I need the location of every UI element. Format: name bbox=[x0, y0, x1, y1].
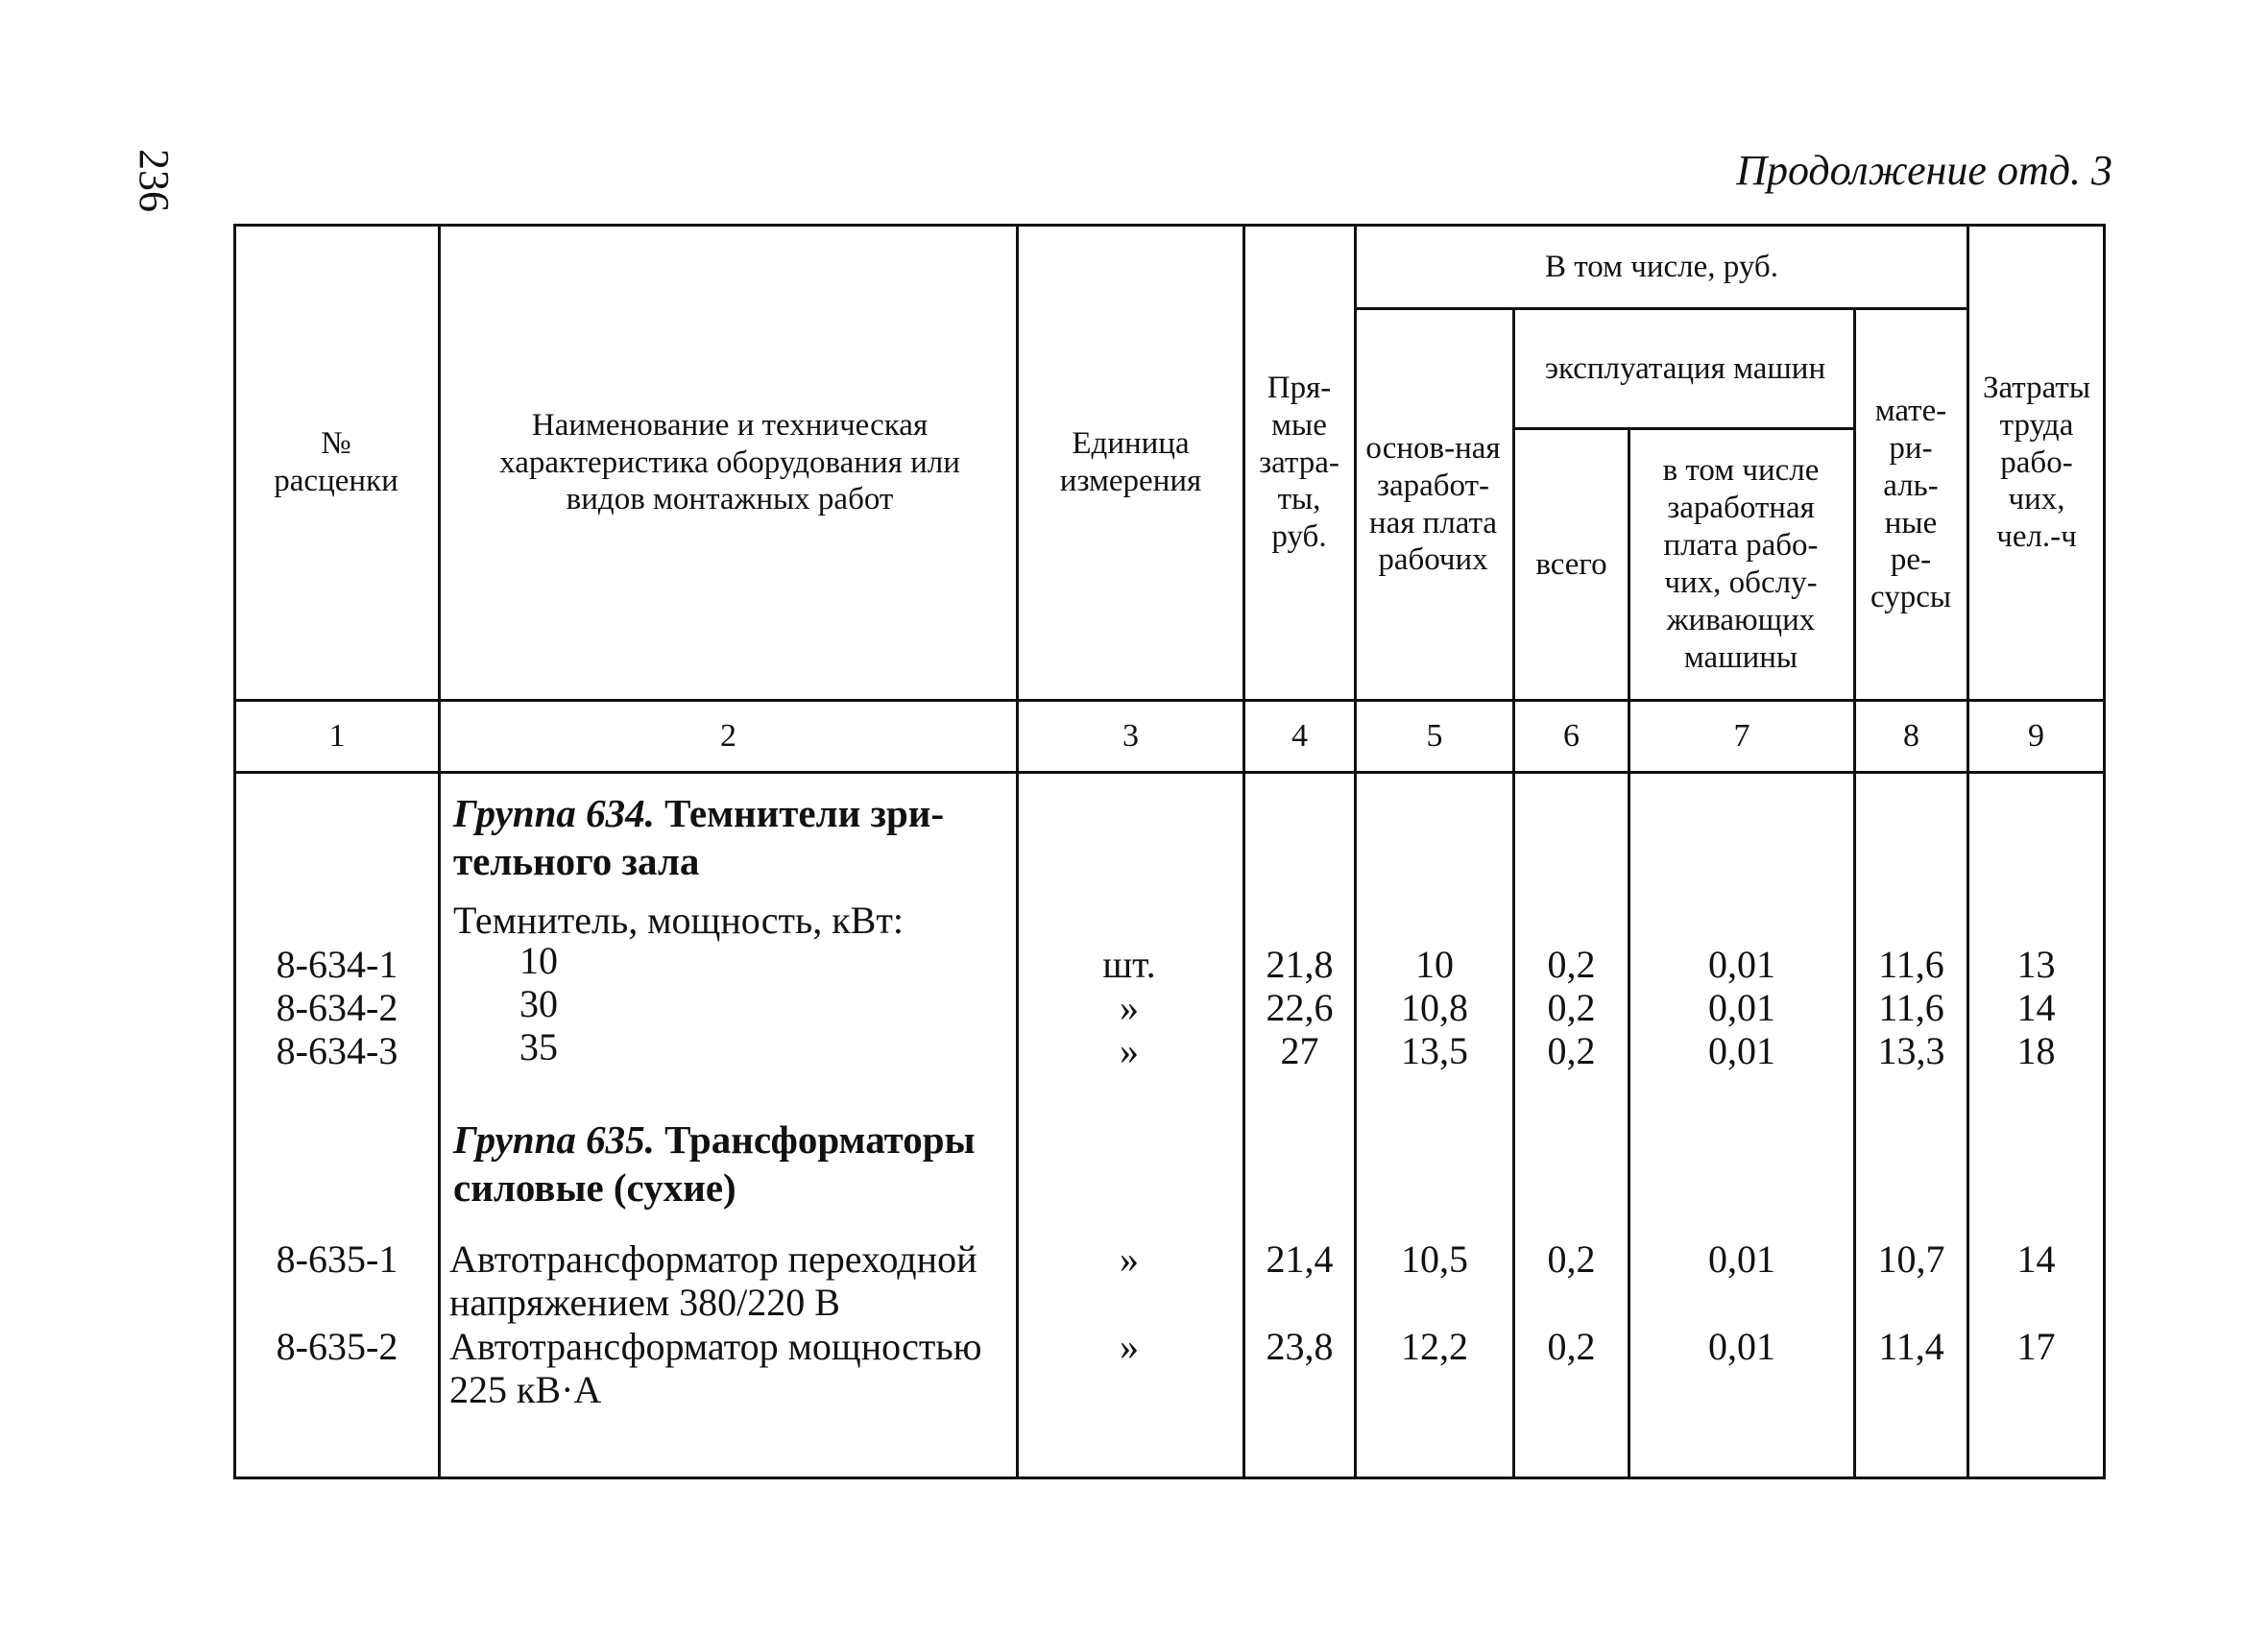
row-635-2-c9: 17 bbox=[2016, 1325, 2056, 1368]
colnum-5: 5 bbox=[1426, 717, 1443, 754]
header-materials: мате-ри-аль-ные ре-сурсы bbox=[1870, 393, 1952, 615]
group-634-title-line1: Темнители зри- bbox=[664, 791, 945, 835]
row-635-1-c5: 10,5 bbox=[1401, 1237, 1468, 1281]
row-634-1-c7: 0,01 bbox=[1708, 943, 1775, 986]
row-634-1-unit: шт. bbox=[1102, 943, 1156, 986]
row-634-3-c6: 0,2 bbox=[1547, 1029, 1596, 1072]
rule-v1 bbox=[438, 224, 441, 1479]
header-base-wage: основ-ная заработ-ная плата рабочих bbox=[1365, 430, 1501, 578]
row-635-2-c7: 0,01 bbox=[1708, 1325, 1775, 1368]
row-634-2-c5: 10,8 bbox=[1401, 986, 1468, 1029]
group-635-title-line2: силовые (сухие) bbox=[453, 1165, 736, 1210]
row-635-2-c6: 0,2 bbox=[1547, 1325, 1596, 1368]
row-635-1-name-line2: напряжением 380/220 В bbox=[449, 1281, 840, 1324]
colnum-4: 4 bbox=[1291, 717, 1308, 754]
row-634-2-c4: 22,6 bbox=[1266, 986, 1334, 1029]
row-634-3-code: 8-634-3 bbox=[276, 1029, 398, 1072]
rule-v2 bbox=[1016, 224, 1019, 1479]
header-machines-wage: в том числе заработная плата рабо-чих, обслу-живающих машины bbox=[1662, 453, 1820, 675]
header-machines-total: всего bbox=[1535, 546, 1607, 582]
row-634-1-c6: 0,2 bbox=[1547, 943, 1596, 986]
colnum-9: 9 bbox=[2028, 717, 2044, 754]
header-machines: эксплуатация машин bbox=[1544, 350, 1826, 386]
header-code: № расценки bbox=[274, 426, 398, 498]
rule-v3 bbox=[1243, 224, 1245, 1479]
row-634-3-c7: 0,01 bbox=[1708, 1029, 1775, 1072]
row-635-1-c9: 14 bbox=[2016, 1237, 2056, 1281]
row-634-3-c4: 27 bbox=[1280, 1029, 1319, 1072]
header-direct-costs: Пря-мые затра-ты, руб. bbox=[1259, 370, 1339, 555]
row-634-3-name: 35 bbox=[519, 1025, 558, 1069]
colnum-8: 8 bbox=[1903, 717, 1919, 754]
colnum-6: 6 bbox=[1563, 717, 1580, 754]
row-635-1-c6: 0,2 bbox=[1547, 1237, 1596, 1281]
group-635-title-line1: Трансформаторы bbox=[664, 1117, 976, 1162]
row-634-2-code: 8-634-2 bbox=[276, 986, 398, 1029]
row-634-1-c5: 10 bbox=[1415, 943, 1454, 986]
row-635-2-name-line1: Автотрансформатор мощностью bbox=[449, 1325, 982, 1368]
continuation-label: Продолжение отд. 3 bbox=[1736, 147, 2112, 194]
row-634-3-unit: » bbox=[1120, 1029, 1139, 1072]
row-635-1-unit: » bbox=[1120, 1237, 1139, 1281]
row-634-3-c9: 18 bbox=[2016, 1029, 2056, 1072]
group-635-title bbox=[453, 1117, 976, 1164]
group-634-subtitle: Темнитель, мощность, кВт: bbox=[453, 899, 904, 942]
row-635-1-name-line1: Автотрансформатор переходной bbox=[449, 1237, 977, 1281]
row-634-3-c5: 13,5 bbox=[1401, 1029, 1468, 1072]
row-634-2-c9: 14 bbox=[2016, 986, 2056, 1029]
row-634-2-name: 30 bbox=[519, 982, 558, 1025]
row-635-1-c7: 0,01 bbox=[1708, 1237, 1775, 1281]
row-634-1-code: 8-634-1 bbox=[276, 943, 398, 986]
row-635-2-c4: 23,8 bbox=[1266, 1325, 1334, 1368]
row-634-2-unit: » bbox=[1120, 986, 1139, 1029]
row-635-2-c8: 11,4 bbox=[1878, 1325, 1944, 1368]
row-635-2-code: 8-635-2 bbox=[276, 1325, 398, 1368]
rule-v4 bbox=[1354, 224, 1357, 1479]
group-634-prefix: Группа 634. bbox=[453, 791, 655, 835]
row-635-1-code: 8-635-1 bbox=[276, 1237, 398, 1281]
header-labor: Затраты труда рабо-чих, чел.-ч bbox=[1982, 370, 2091, 555]
group-635-prefix: Группа 635. bbox=[453, 1117, 655, 1162]
group-634-title bbox=[453, 790, 944, 837]
row-634-1-c9: 13 bbox=[2016, 943, 2056, 986]
header-name: Наименование и техническая характеристика оборудования или видов монтажных работ bbox=[499, 407, 960, 517]
row-635-1-c8: 10,7 bbox=[1877, 1237, 1945, 1281]
row-635-2-c5: 12,2 bbox=[1401, 1325, 1468, 1368]
row-634-1-name: 10 bbox=[519, 939, 558, 982]
row-634-2-c7: 0,01 bbox=[1708, 986, 1775, 1029]
colnum-2: 2 bbox=[720, 717, 736, 754]
row-635-1-c4: 21,4 bbox=[1266, 1237, 1334, 1281]
rule-v7 bbox=[1853, 307, 1856, 1479]
header-including: В том числе, руб. bbox=[1545, 249, 1778, 284]
row-635-2-name-line2: 225 кВ·А bbox=[449, 1368, 602, 1411]
colnum-1: 1 bbox=[328, 717, 346, 754]
header-unit: Единица измерения bbox=[1059, 426, 1202, 498]
row-634-2-c6: 0,2 bbox=[1547, 986, 1596, 1029]
colnum-3: 3 bbox=[1122, 717, 1139, 754]
rule-h-numbers-bottom bbox=[233, 771, 2106, 774]
page-number: 236 bbox=[131, 149, 178, 212]
row-635-2-unit: » bbox=[1120, 1325, 1139, 1368]
group-634-title-line2: тельного зала bbox=[453, 839, 700, 883]
row-634-1-c8: 11,6 bbox=[1878, 943, 1944, 986]
colnum-7: 7 bbox=[1733, 717, 1750, 754]
row-634-2-c8: 11,6 bbox=[1878, 986, 1944, 1029]
rule-v8 bbox=[1966, 224, 1969, 1479]
row-634-1-c4: 21,8 bbox=[1266, 943, 1334, 986]
row-634-3-c8: 13,3 bbox=[1877, 1029, 1945, 1072]
